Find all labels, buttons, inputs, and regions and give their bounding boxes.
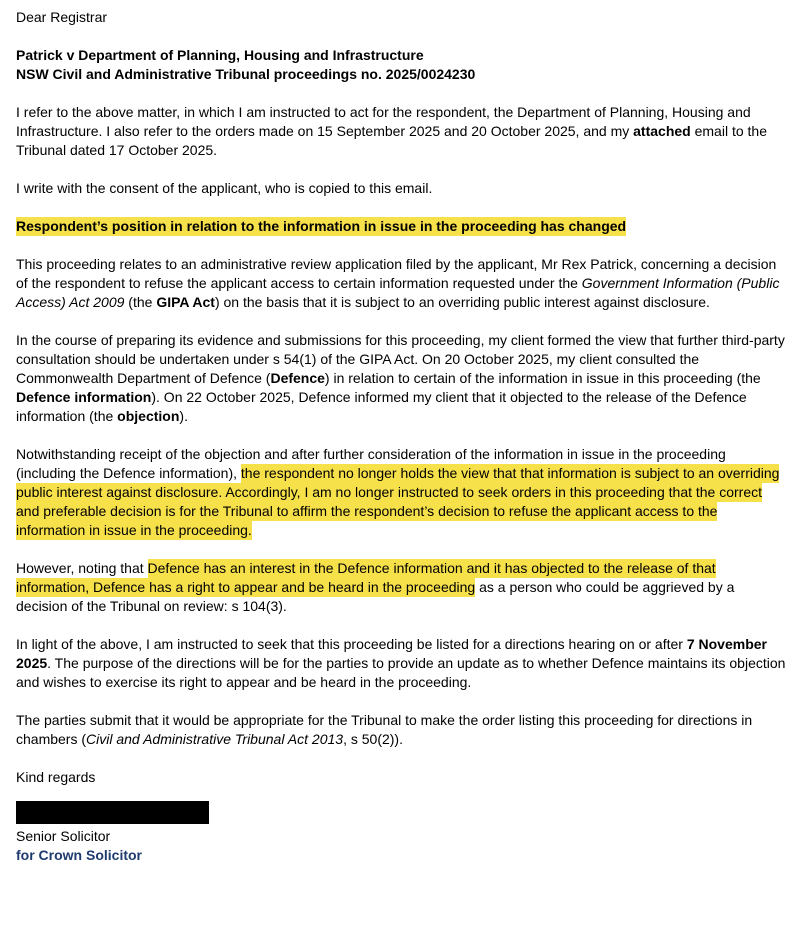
text-run: ). On 22 October 2025, Defence informed my client that it objected to the release of the Defence information (the bbox=[16, 389, 747, 424]
text-run: as a person who could be aggrieved by a decision of the Tribunal on review: s 104(3). bbox=[16, 579, 735, 614]
text-run: In light of the above, I am instructed to seek that this proceeding be listed for a directions hearing on or after bbox=[16, 636, 687, 652]
paragraph-consent bbox=[16, 179, 786, 198]
text-run: Defence has an interest in the Defence information and it has objected to the release of that information, Defence has a right to appear and be heard in the proceeding bbox=[16, 560, 716, 595]
text-run: GIPA Act bbox=[156, 294, 215, 310]
text-run: I refer to the above matter, in which I am instructed to act for the respondent, the Department of Planning, Housing and Infrastructure. I also refer to the orders made on 15 September 2025 and 20 October 2025, and my bbox=[16, 104, 751, 139]
text-run: ) on the basis that it is subject to an overriding public interest against disclosure. bbox=[214, 294, 710, 310]
text-run: However, noting that bbox=[16, 560, 148, 576]
text-run: Notwithstanding receipt of the objection and after further consideration of the information in issue in the proceeding (including the Defence information), bbox=[16, 446, 726, 481]
text-run: This proceeding relates to an administrative review application filed by the applicant, Mr Rex Patrick, concerning a decision of the respondent to refuse the applicant access to certain information requested under the bbox=[16, 256, 777, 291]
paragraph-intro bbox=[16, 103, 786, 160]
redacted-signature-name bbox=[16, 801, 209, 824]
text-run: The parties submit that it would be appropriate for the Tribunal to make the order listing this proceeding for directions in chambers ( bbox=[16, 712, 753, 747]
section-heading bbox=[16, 217, 786, 236]
paragraph-background bbox=[16, 255, 786, 312]
paragraph-chambers bbox=[16, 711, 786, 749]
text-run: email to the Tribunal dated 17 October 2025. bbox=[16, 123, 767, 158]
text-run: Patrick v Department of Planning, Housing and Infrastructure bbox=[16, 47, 424, 63]
signature-title: Senior Solicitor bbox=[16, 828, 111, 844]
text-run: Defence bbox=[270, 370, 325, 386]
text-run: Civil and Administrative Tribunal Act 2013 bbox=[86, 731, 344, 747]
text-run: objection bbox=[117, 408, 180, 424]
paragraph-defence-right bbox=[16, 559, 786, 616]
letter-body bbox=[16, 8, 786, 749]
paragraph-directions-hearing bbox=[16, 635, 786, 692]
text-run: 7 November 2025 bbox=[16, 636, 767, 671]
subject-line-2 bbox=[16, 65, 786, 84]
text-run: Dear Registrar bbox=[16, 9, 108, 25]
text-run: Defence information bbox=[16, 389, 152, 405]
text-run: (the bbox=[124, 294, 157, 310]
text-run: ). bbox=[179, 408, 188, 424]
text-run: Respondent’s position in relation to the information in issue in the proceeding has changed bbox=[16, 218, 627, 234]
text-run: attached bbox=[633, 123, 691, 139]
signature-firm: for Crown Solicitor bbox=[16, 847, 142, 863]
text-run: , s 50(2)). bbox=[343, 731, 403, 747]
closing-salutation: Kind regards bbox=[16, 769, 96, 785]
text-run: NSW Civil and Administrative Tribunal proceedings no. 2025/0024230 bbox=[16, 66, 476, 82]
salutation bbox=[16, 8, 786, 27]
text-run: Government Information (Public Access) Act 2009 bbox=[16, 275, 780, 310]
text-run: . The purpose of the directions will be for the parties to provide an update as to whether Defence maintains its objection and wishes to exercise its right to appear and be heard in the proceeding. bbox=[16, 655, 786, 690]
text-run: ) in relation to certain of the information in issue in this proceeding (the bbox=[324, 370, 761, 386]
subject-line-1 bbox=[16, 46, 786, 65]
paragraph-consultation bbox=[16, 331, 786, 426]
text-run: I write with the consent of the applicant, who is copied to this email. bbox=[16, 180, 433, 196]
paragraph-position-change bbox=[16, 445, 786, 540]
text-run: In the course of preparing its evidence and submissions for this proceeding, my client formed the view that further third-party consultation should be undertaken under s 54(1) of the GIPA Act. On 20 October 2025, my client consulted the Commonwealth Department of Defence ( bbox=[16, 332, 785, 386]
text-run: the respondent no longer holds the view that that information is subject to an overriding public interest against disclosure. Accordingly, I am no longer instructed to seek orders in this proceeding that the correct and preferable decision is for the Tribunal to affirm the respondent’s decision to refuse the applicant access to the information in issue in the proceeding. bbox=[16, 465, 780, 538]
